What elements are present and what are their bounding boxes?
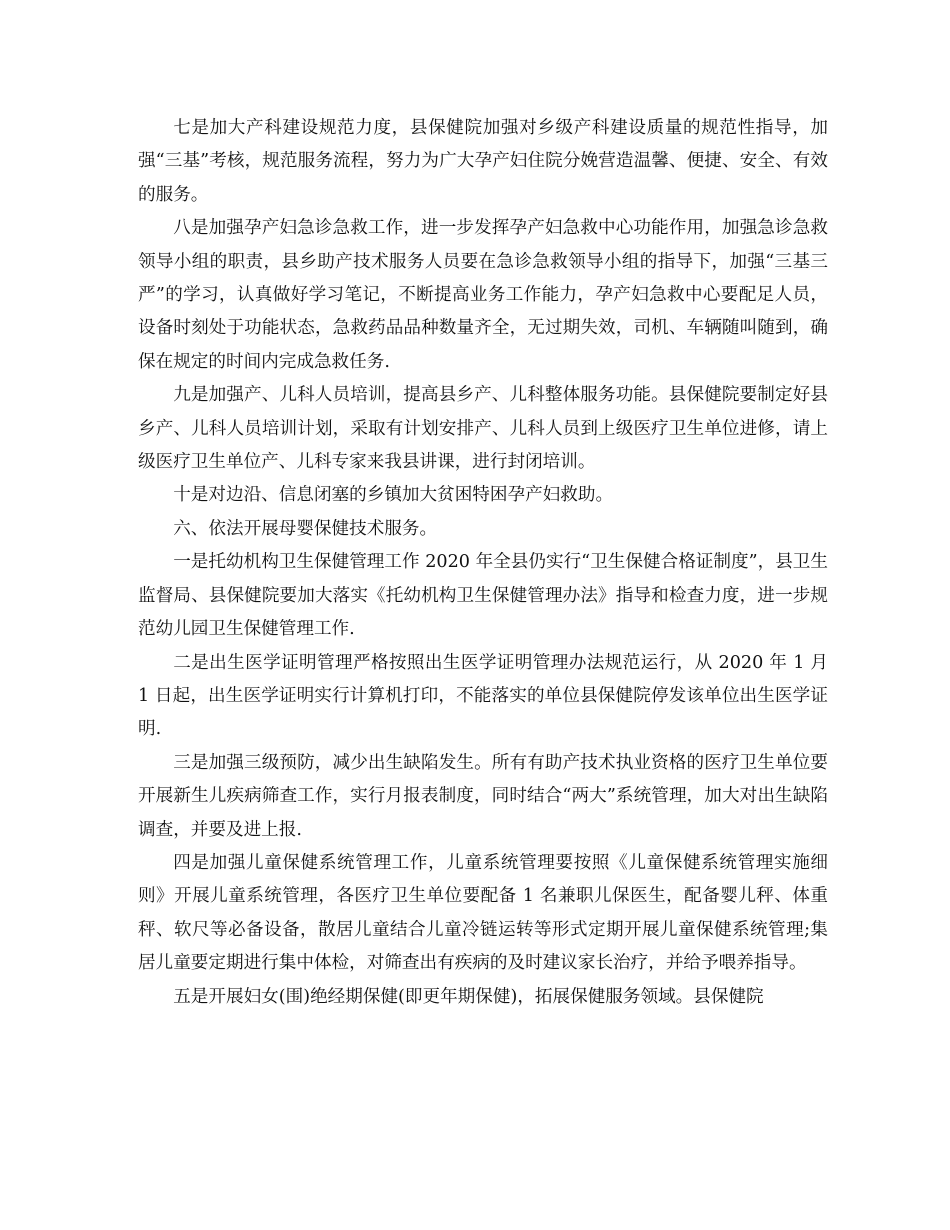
- paragraph-emergency-rescue: 八是加强孕产妇急诊急救工作，进一步发挥孕产妇急救中心功能作用，加强急诊急救领导小组的职责，县乡助产技术服务人员要在急诊急救领导小组的指导下，加强“三基三严”的学习，认真做好学习笔记，不断提高业务工作能力，孕产妇急救中心要配足人员，设备时刻处于功能状态，急救药品品种数量齐全，无过期失效，司机、车辆随叫随到，确保在规定的时间内完成急救任务.: [138, 218, 828, 372]
- paragraph-menopause-health: 五是开展妇女(围)绝经期保健(即更年期保健)，拓展保健服务领域。县保健院: [173, 986, 764, 1007]
- section-heading-maternal-child-services: 六、依法开展母婴保健技术服务。: [173, 518, 438, 539]
- paragraph-nursery-health-management: 一是托幼机构卫生保健管理工作 2020 年全县仍实行“卫生保健合格证制度”，县卫生监督局、县保健院要加大落实《托幼机构卫生保健管理办法》指导和检查力度，进一步规范幼儿园卫生保健管理工作.: [138, 552, 828, 640]
- paragraph-birth-defect-prevention: 三是加强三级预防，减少出生缺陷发生。所有有助产技术执业资格的医疗卫生单位要开展新生儿疾病筛查工作，实行月报表制度，同时结合“两大”系统管理，加大对出生缺陷调查，并要及进上报.: [138, 752, 828, 840]
- paragraph-staff-training: 九是加强产、儿科人员培训，提高县乡产、儿科整体服务功能。县保健院要制定好县乡产、儿科人员培训计划，采取有计划安排产、儿科人员到上级医疗卫生单位进修，请上级医疗卫生单位产、儿科专家来我县讲课，进行封闭培训。: [138, 385, 828, 473]
- paragraph-obstetrics-standardization: 七是加大产科建设规范力度，县保健院加强对乡级产科建设质量的规范性指导，加强“三基”考核，规范服务流程，努力为广大孕产妇住院分娩营造温馨、便捷、安全、有效的服务。: [138, 118, 828, 205]
- document-body: [138, 112, 828, 1014]
- paragraph-child-health-management: 四是加强儿童保健系统管理工作，儿童系统管理要按照《儿童保健系统管理实施细则》开展儿童系统管理，各医疗卫生单位要配备 1 名兼职儿保医生，配备婴儿秤、体重秤、软尺等必备设备，散居儿童结合儿童冷链运转等形式定期开展儿童保健系统管理;集居儿童要定期进行集中体检，对筛查出有疾病的及时建议家长治疗，并给予喂养指导。: [138, 852, 828, 974]
- paragraph-poverty-assistance: 十是对边沿、信息闭塞的乡镇加大贫困特困孕产妇救助。: [173, 485, 614, 506]
- paragraph-birth-certificate: 二是出生医学证明管理严格按照出生医学证明管理办法规范运行，从 2020 年 1 月 1 日起，出生医学证明实行计算机打印，不能落实的单位县保健院停发该单位出生医学证明.: [138, 652, 828, 740]
